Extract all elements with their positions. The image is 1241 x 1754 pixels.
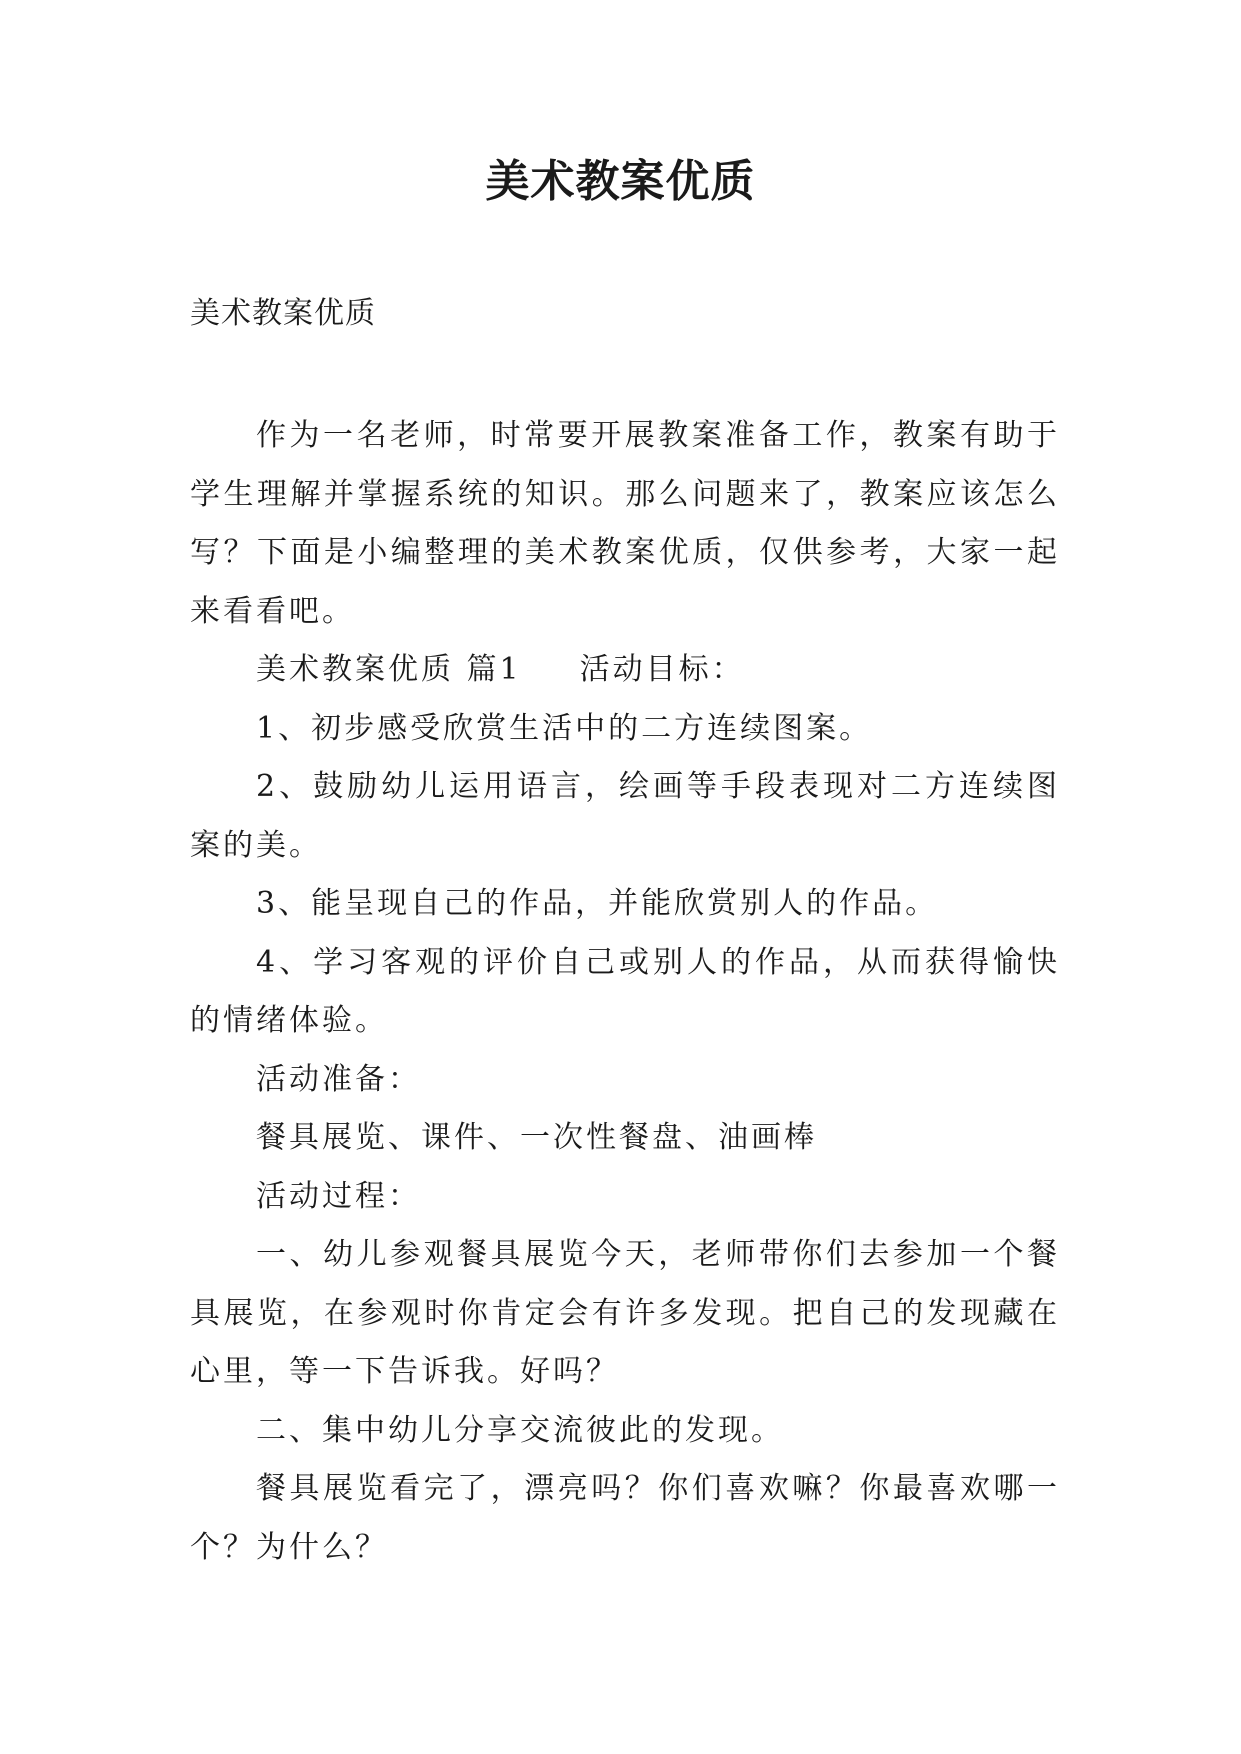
section-heading-line: [190, 641, 1060, 700]
prep-items: 餐具展览、课件、一次性餐盘、油画棒: [256, 1120, 817, 1155]
process-question: 餐具展览看完了，漂亮吗？你们喜欢嘛？你最喜欢哪一个？为什么？: [190, 1471, 1060, 1565]
prep-label: 活动准备：: [256, 1061, 421, 1097]
goal-item-1: 1、初步感受欣赏生活中的二方连续图案。: [256, 710, 873, 746]
process-step-1: 一、幼儿参观餐具展览今天，老师带你们去参加一个餐具展览，在参观时你肯定会有许多发现。把自己的发现藏在心里，等一下告诉我。好吗？: [190, 1237, 1060, 1389]
goal-item-2: 2、鼓励幼儿运用语言，绘画等手段表现对二方连续图案的美。: [190, 769, 1060, 863]
process-step-2: 二、集中幼儿分享交流彼此的发现。: [256, 1412, 784, 1448]
goal-label: 活动目标：: [579, 652, 745, 687]
document-body: [190, 407, 1060, 1577]
goal-item-4: 4、学习客观的评价自己或别人的作品，从而获得愉快的情绪体验。: [190, 944, 1060, 1038]
goal-item-3: 3、能呈现自己的作品，并能欣赏别人的作品。: [256, 886, 939, 921]
document-title: 美术教案优质: [485, 156, 756, 207]
process-label: 活动过程：: [256, 1178, 421, 1214]
section-heading: 美术教案优质 篇1: [256, 652, 522, 687]
document-subtitle: 美术教案优质: [190, 296, 376, 331]
intro-paragraph: 作为一名老师，时常要开展教案准备工作，教案有助于学生理解并掌握系统的知识。那么问题来了，教案应该怎么写？下面是小编整理的美术教案优质，仅供参考，大家一起来看看吧。: [190, 418, 1060, 629]
